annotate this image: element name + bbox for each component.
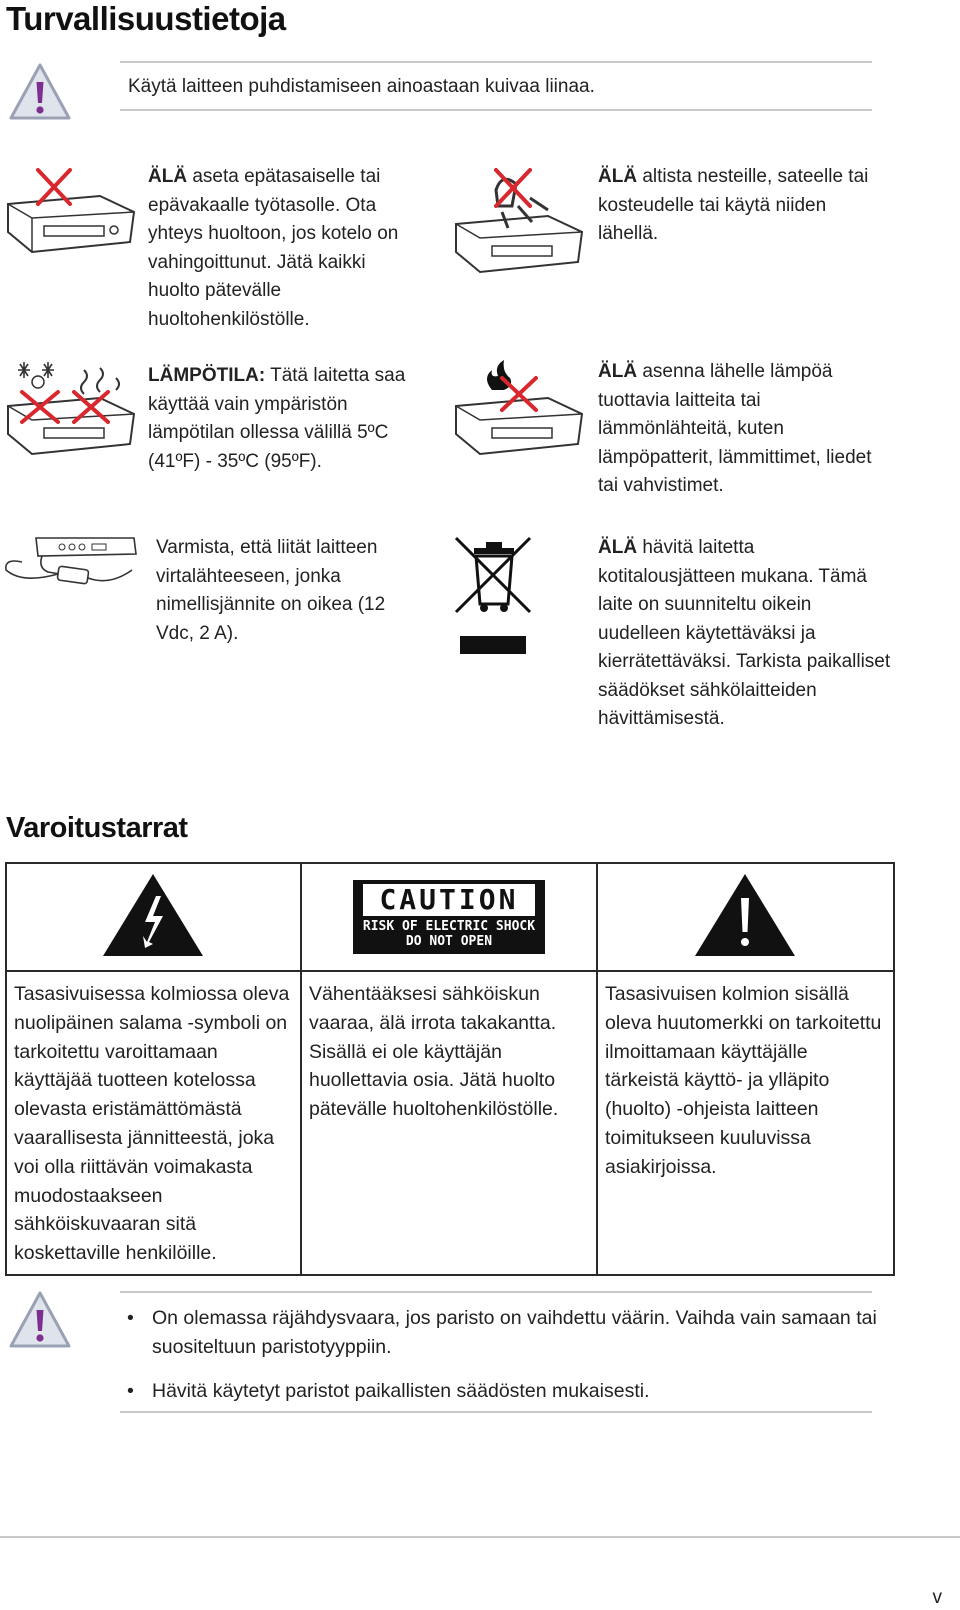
safety-item-bold: LÄMPÖTILA: (148, 365, 266, 386)
safety-item-text: asenna lähelle lämpöä tuottavia laitteita tai lämmönlähteitä, kuten lämpöpatterit, lämmittimet, liedet tai vahvistimet. (598, 361, 872, 496)
lightning-triangle-icon (101, 872, 205, 958)
label-image-cell (597, 863, 894, 971)
list-item-text: Hävitä käytetyt paristot paikallisten säädösten mukaisesti. (152, 1380, 650, 1402)
list-item (122, 1377, 882, 1406)
safety-item-text: altista nesteille, sateelle tai kosteudelle tai käytä niiden lähellä. (598, 166, 869, 244)
caution-triangle-icon (8, 62, 72, 122)
page-number: v (932, 1587, 942, 1608)
safety-item-disposal (598, 534, 893, 734)
intro-note-text: Käytä laitteen puhdistamiseen ainoastaan kuivaa liinaa. (128, 76, 595, 97)
safety-item-temperature (148, 362, 413, 476)
caution-label-title: CAUTION (363, 884, 535, 916)
label-image-cell (6, 863, 301, 971)
bullet: • (127, 1307, 134, 1329)
list-item (122, 1304, 882, 1361)
safety-item-text: hävitä laitetta kotitalousjätteen mukana. Tämä laite on suunniteltu oikein uudelleen käytettäväksi ja kierrätettäväksi. Tarkista paikalliset säädökset sähkölaitteiden hävittämisestä. (598, 537, 891, 729)
caution-label-line3: DO NOT OPEN (405, 934, 493, 949)
safety-item-bold: ÄLÄ (148, 166, 188, 187)
safety-item-heat (598, 358, 888, 501)
divider (120, 109, 872, 111)
label-image-cell (301, 863, 597, 971)
safety-item-text: Varmista, että liität laitteen virtalähteeseen, jonka nimellisjännite on oikea (12 Vdc, 2 A). (156, 537, 386, 644)
temperature-range-icon (4, 356, 136, 462)
safety-item-bold: ÄLÄ (598, 537, 638, 558)
section-title-warning-labels: Varoitustarrat (6, 812, 188, 844)
heat-source-prohibited-icon (452, 356, 586, 462)
battery-warning-list (122, 1304, 882, 1422)
safety-item-bold: ÄLÄ (598, 361, 638, 382)
label-description: Vähentääksesi sähköiskun vaaraa, älä irrota takakantta. Sisällä ei ole käyttäjän huollettavia osia. Jätä huolto pätevälle huoltohenkilöstölle. (301, 971, 597, 1275)
unstable-surface-prohibited-icon (4, 166, 136, 258)
footer-divider (0, 1536, 960, 1538)
warning-labels-table (5, 862, 895, 1276)
label-description: Tasasivuisen kolmion sisällä oleva huutomerkki on tarkoitettu ilmoittamaan käyttäjälle tärkeistä käyttö- ja ylläpito (huolto) -ohjeista laitteen toimitukseen kuuluvissa asiakirjoissa. (597, 971, 894, 1275)
divider (120, 1291, 872, 1293)
list-item-text: On olemassa räjähdysvaara, jos paristo on vaihdettu väärin. Vaihda vain samaan tai suositeltuun paristotyyppiin. (152, 1307, 877, 1358)
safety-item-text: aseta epätasaiselle tai epävakaalle työtasolle. Ota yhteys huoltoon, jos kotelo on vahingoittunut. Jätä kaikki huolto pätevälle huoltohenkilöstölle. (148, 166, 399, 330)
safety-item-bold: ÄLÄ (598, 166, 638, 187)
crossed-out-wheelie-bin-icon (452, 534, 534, 656)
caution-triangle-icon (8, 1290, 72, 1350)
safety-item-liquids (598, 163, 888, 249)
caution-label-icon (353, 880, 545, 954)
label-description: Tasasivuisessa kolmiossa oleva nuolipäinen salama -symboli on tarkoitettu varoittamaan käyttäjää tuotteen kotelossa olevasta eristämättömästä vaarallisesta jännitteestä, joka voi olla riittävän voimakasta muodostaakseen sähköiskuvaaran sitä koskettaville henkilöille. (6, 971, 301, 1275)
page-title: Turvallisuustietoja (6, 0, 286, 37)
power-adapter-icon (2, 534, 140, 592)
safety-item-surface (148, 163, 408, 334)
safety-item-power (156, 534, 406, 648)
bullet: • (127, 1380, 134, 1402)
divider (120, 1411, 872, 1413)
caution-label-line2: RISK OF ELECTRIC SHOCK (362, 919, 536, 934)
liquid-exposure-prohibited-icon (452, 166, 586, 278)
safety-item-text: Tätä laitetta saa käyttää vain ympäristön lämpötilan ollessa välillä 5ºC (41ºF) - 35ºC (95ºF). (148, 365, 406, 472)
divider (120, 61, 872, 63)
exclamation-triangle-icon (693, 872, 797, 958)
